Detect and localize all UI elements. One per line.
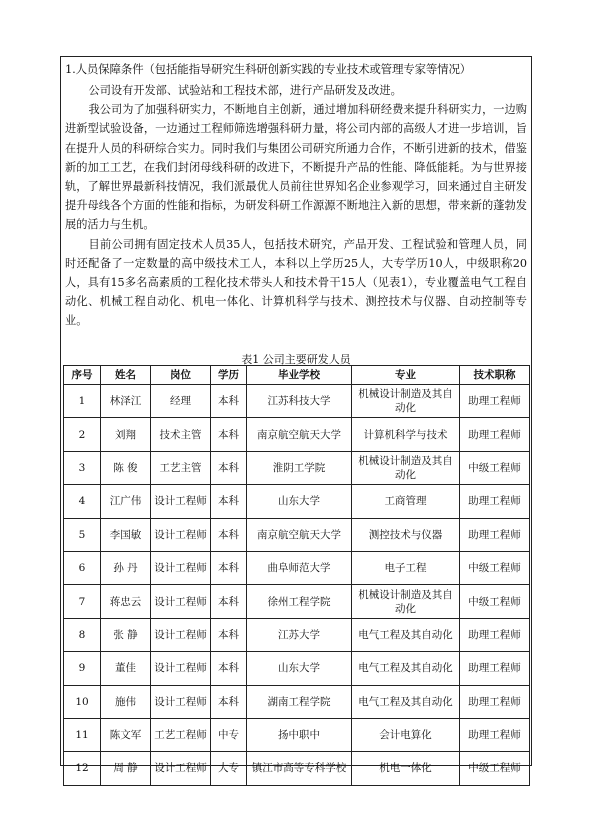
table-cell: 中级工程师	[460, 752, 530, 785]
table-cell: 4	[64, 485, 101, 518]
column-header: 序号	[64, 366, 101, 385]
paragraph: 公司设有开发部、试验站和工程技术部，进行产品研发及改进。	[88, 84, 402, 97]
table-row	[64, 585, 530, 618]
table-cell: 南京航空航天大学	[247, 418, 352, 451]
table-cell: 山东大学	[247, 652, 352, 685]
table-cell: 设计工程师	[151, 652, 211, 685]
paragraph: 我公司为了加强科研实力，不断地自主创新，通过增加科研经费来提升科研实力，一边购进新型试验设备，一边通过工程师筛选增强科研力量，将公司内部的高级人才进一步培训，旨在提升人员的科研综合实力。同时我们与集团公司研究所通力合作，不断引进新的技术，借鉴新的加工工艺，在我们封闭母线科研的改进下，不断提升产品的性能、降低能耗。为与世界接轨，了解世界最新科技情况，我们派最优人员前往世界知名企业参观学习，回来通过自主研发提升母线各个方面的性能和指标，为研发科研工作源源不断地注入新的思想，带来新的蓬勃发展的活力与生机。	[65, 103, 527, 232]
table-cell: 本科	[211, 518, 247, 551]
table-row	[64, 618, 530, 651]
table-row	[64, 518, 530, 551]
table-cell: 助理工程师	[460, 618, 530, 651]
table-cell: 10	[64, 685, 101, 718]
table-cell: 机电一体化	[352, 752, 460, 785]
table-cell: 助理工程师	[460, 518, 530, 551]
table-cell: 江苏大学	[247, 618, 352, 651]
table-cell: 镇江市高等专科学校	[247, 752, 352, 785]
table-cell: 设计工程师	[151, 618, 211, 651]
table-cell: 电气工程及其自动化	[352, 652, 460, 685]
table-cell: 本科	[211, 451, 247, 484]
table-cell: 施伟	[101, 685, 151, 718]
table-cell: 会计电算化	[352, 718, 460, 751]
table-cell: 测控技术与仪器	[352, 518, 460, 551]
table-cell: 董佳	[101, 652, 151, 685]
table-cell: 设计工程师	[151, 518, 211, 551]
table-cell: 2	[64, 418, 101, 451]
table-cell: 中级工程师	[460, 585, 530, 618]
table-cell: 工艺工程师	[151, 718, 211, 751]
table-cell: 计算机科学与技术	[352, 418, 460, 451]
table-cell: 经理	[151, 385, 211, 418]
table-cell: 设计工程师	[151, 685, 211, 718]
paragraph: 目前公司拥有固定技术人员35人，包括技术研究，产品开发、工程试验和管理人员，同时还配备了一定数量的高中级技术工人，本科以上学历25人，大专学历10人，中级职称20人，具有15多名高素质的工程化技术带头人和技术骨干15人（见表1），专业覆盖电气工程自动化、机械工程自动化、机电一体化、计算机科学与技术、测控技术与仪器、自动控制等专业。	[65, 237, 527, 328]
table-cell: 淮阴工学院	[247, 451, 352, 484]
table-cell: 设计工程师	[151, 551, 211, 584]
table-cell: 南京航空航天大学	[247, 518, 352, 551]
table-cell: 中级工程师	[460, 451, 530, 484]
table-cell: 李国敏	[101, 518, 151, 551]
table-cell: 陈文军	[101, 718, 151, 751]
table-cell: 曲阜师范大学	[247, 551, 352, 584]
document-frame	[60, 56, 532, 775]
column-header: 岗位	[151, 366, 211, 385]
table-caption: 表1 公司主要研发人员	[241, 353, 351, 366]
table-cell: 助理工程师	[460, 652, 530, 685]
table-row	[64, 652, 530, 685]
table-cell: 设计工程师	[151, 585, 211, 618]
table-cell: 山东大学	[247, 485, 352, 518]
table-cell: 本科	[211, 585, 247, 618]
table-row	[64, 685, 530, 718]
table-cell: 陈 俊	[101, 451, 151, 484]
table-cell: 助理工程师	[460, 485, 530, 518]
table-cell: 中专	[211, 718, 247, 751]
body-text	[65, 81, 527, 331]
table-body	[64, 385, 530, 786]
table-cell: 7	[64, 585, 101, 618]
table-row	[64, 752, 530, 785]
table-cell: 本科	[211, 418, 247, 451]
table-cell: 电子工程	[352, 551, 460, 584]
table-cell: 电气工程及其自动化	[352, 685, 460, 718]
table-cell: 机械设计制造及其自动化	[352, 585, 460, 618]
table-cell: 周 静	[101, 752, 151, 785]
table-cell: 6	[64, 551, 101, 584]
table-cell: 助理工程师	[460, 685, 530, 718]
table-row	[64, 551, 530, 584]
table-cell: 孙 丹	[101, 551, 151, 584]
table-row	[64, 418, 530, 451]
table-row	[64, 718, 530, 751]
table-cell: 本科	[211, 685, 247, 718]
table-cell: 本科	[211, 551, 247, 584]
table-cell: 本科	[211, 618, 247, 651]
table-cell: 扬中职中	[247, 718, 352, 751]
table-cell: 1	[64, 385, 101, 418]
table-cell: 本科	[211, 385, 247, 418]
table-cell: 8	[64, 618, 101, 651]
table-row	[64, 485, 530, 518]
column-header: 学历	[211, 366, 247, 385]
table-cell: 电气工程及其自动化	[352, 618, 460, 651]
column-header: 姓名	[101, 366, 151, 385]
table-cell: 本科	[211, 652, 247, 685]
table-cell: 助理工程师	[460, 385, 530, 418]
table-cell: 设计工程师	[151, 752, 211, 785]
table-cell: 刘翔	[101, 418, 151, 451]
column-header: 专业	[352, 366, 460, 385]
table-row	[64, 385, 530, 418]
table-cell: 设计工程师	[151, 485, 211, 518]
table-cell: 技术主管	[151, 418, 211, 451]
table-cell: 林泽江	[101, 385, 151, 418]
section-heading: 1.人员保障条件（包括能指导研究生科研创新实践的专业技术或管理专家等情况）	[65, 62, 472, 76]
table-cell: 工商管理	[352, 485, 460, 518]
table-cell: 3	[64, 451, 101, 484]
table-cell: 5	[64, 518, 101, 551]
table-cell: 机械设计制造及其自动化	[352, 385, 460, 418]
table-cell: 江广伟	[101, 485, 151, 518]
table-cell: 助理工程师	[460, 718, 530, 751]
table-cell: 工艺主管	[151, 451, 211, 484]
table-row	[64, 451, 530, 484]
table-cell: 江苏科技大学	[247, 385, 352, 418]
table-cell: 12	[64, 752, 101, 785]
table-cell: 蒋忠云	[101, 585, 151, 618]
column-header: 毕业学校	[247, 366, 352, 385]
table-cell: 湖南工程学院	[247, 685, 352, 718]
table-cell: 11	[64, 718, 101, 751]
table-cell: 大专	[211, 752, 247, 785]
table-cell: 中级工程师	[460, 551, 530, 584]
table-cell: 机械设计制造及其自动化	[352, 451, 460, 484]
table-header-row	[64, 366, 530, 385]
column-header: 技术职称	[460, 366, 530, 385]
table-cell: 张 静	[101, 618, 151, 651]
table-cell: 助理工程师	[460, 418, 530, 451]
staff-table	[63, 365, 530, 786]
table-cell: 本科	[211, 485, 247, 518]
table-cell: 徐州工程学院	[247, 585, 352, 618]
table-cell: 9	[64, 652, 101, 685]
